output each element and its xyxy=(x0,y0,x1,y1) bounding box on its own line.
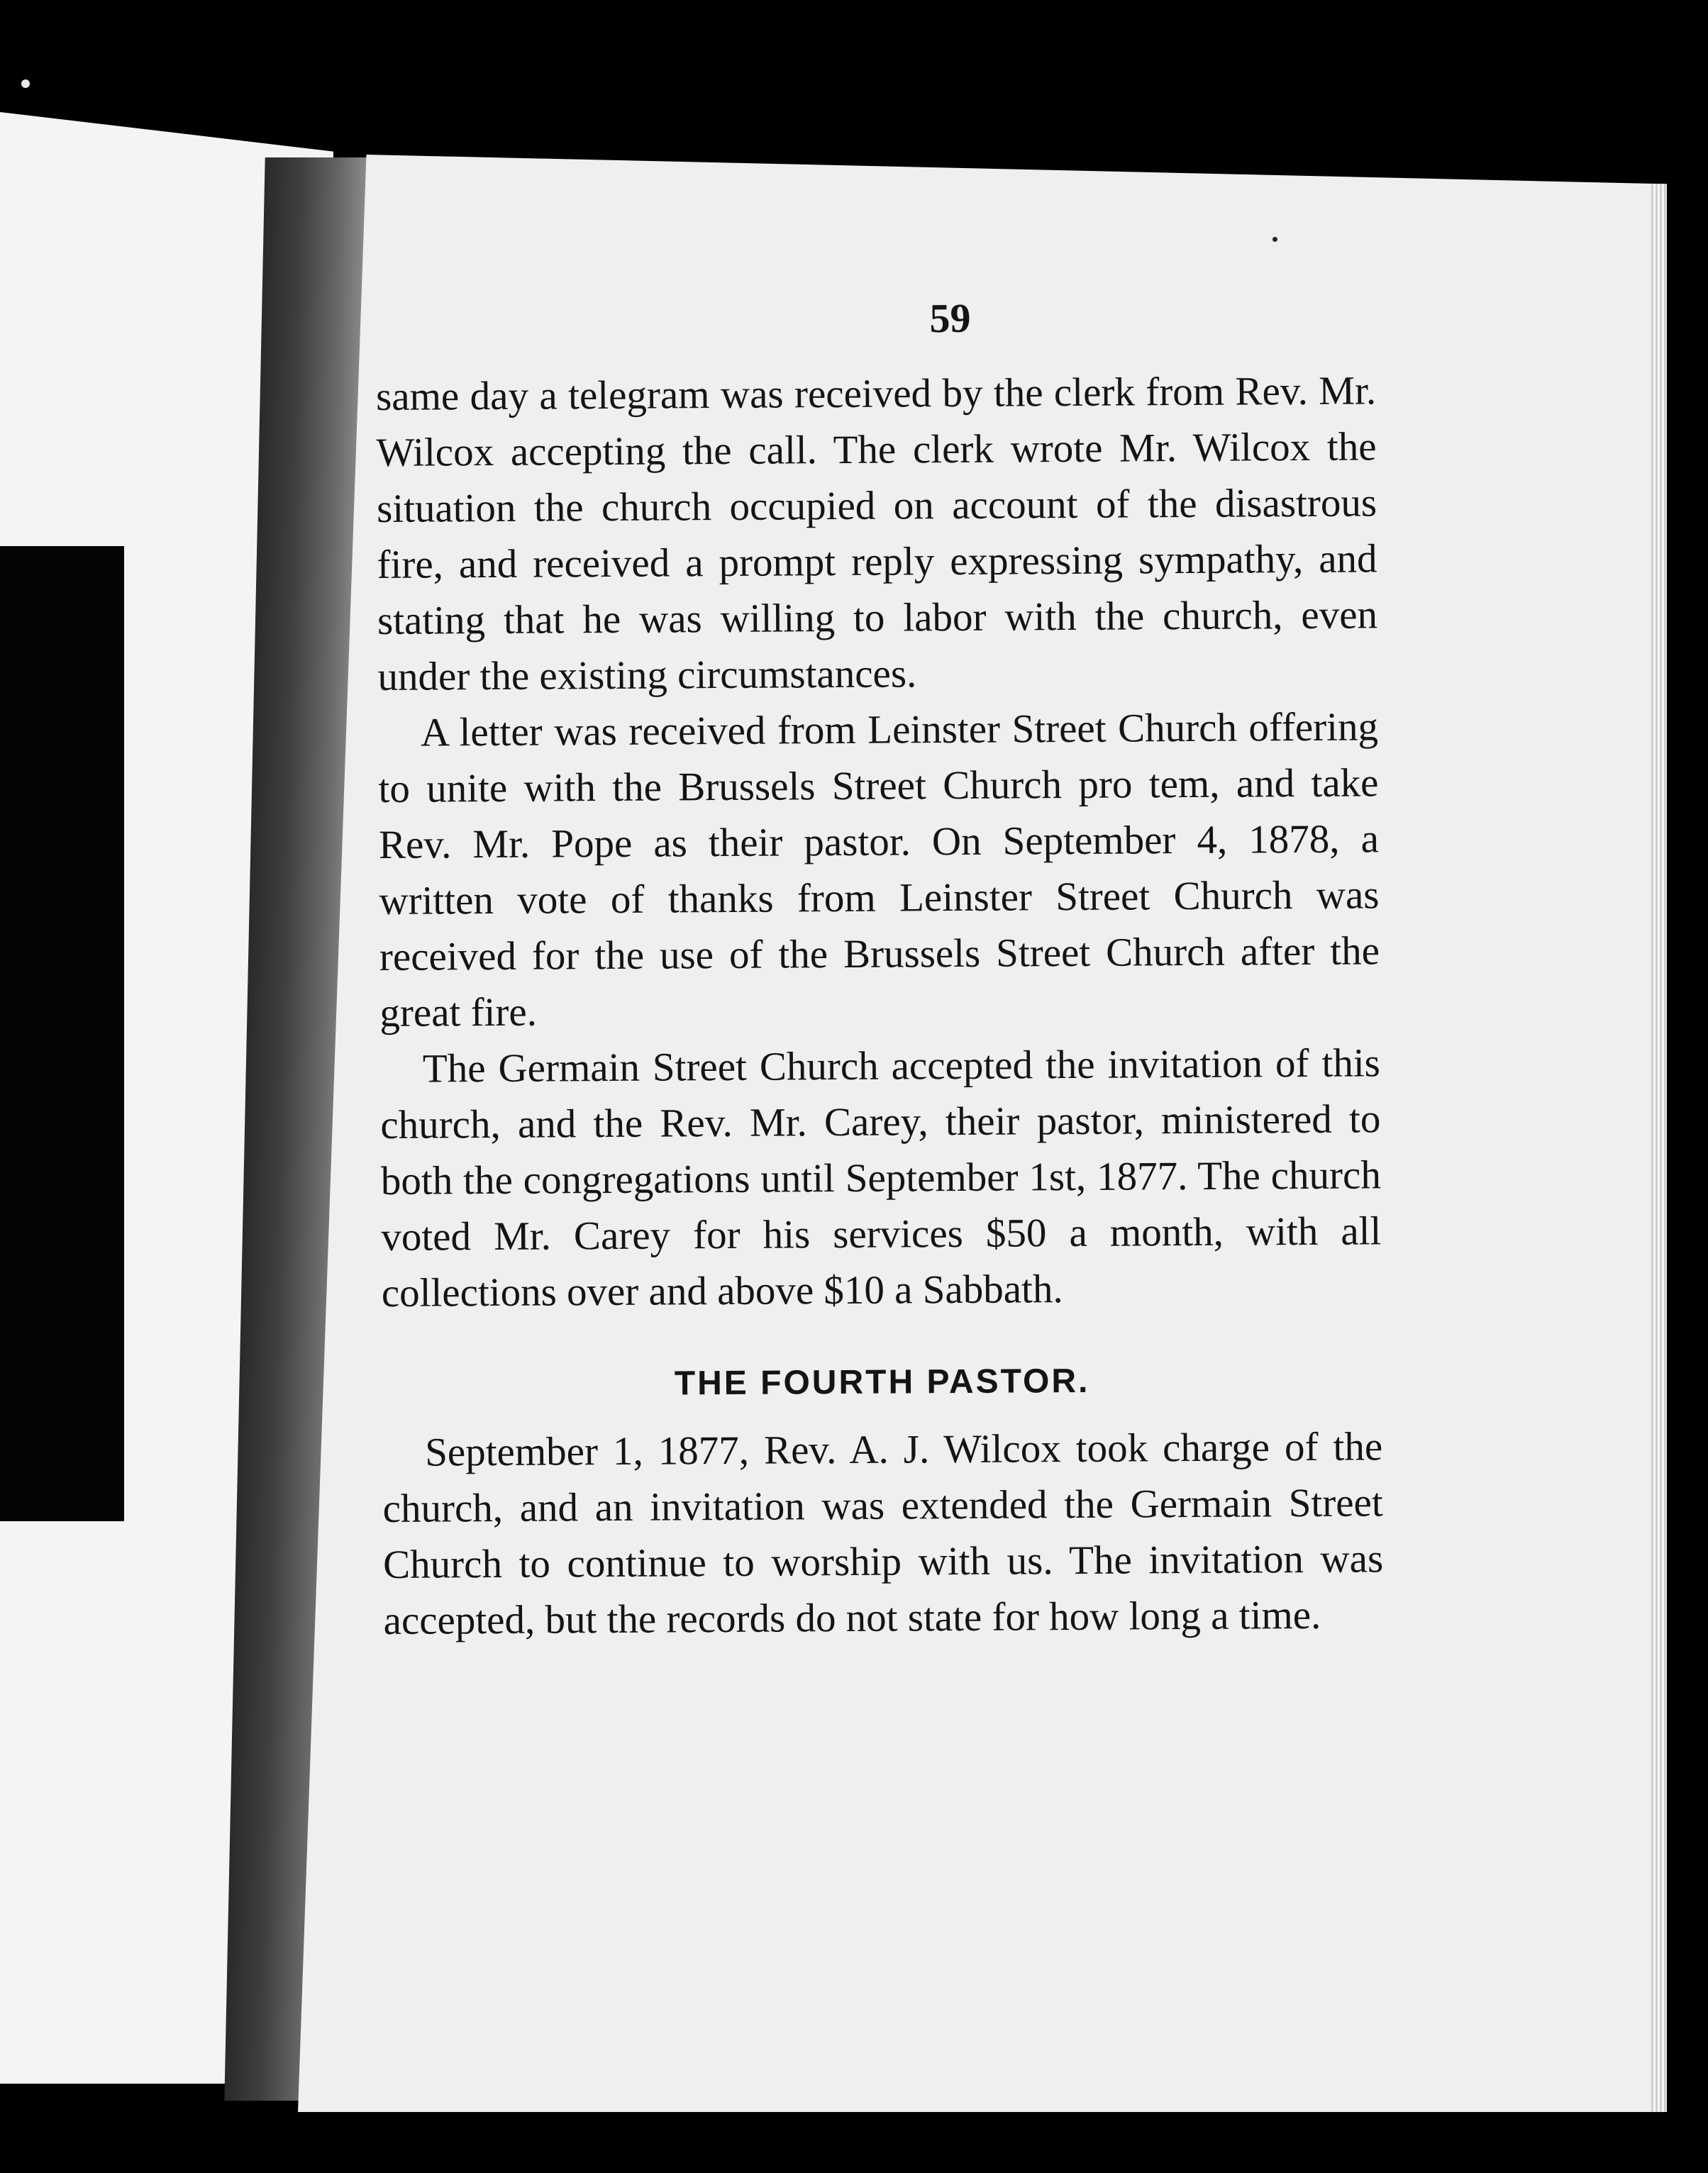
page-text xyxy=(375,294,1384,1649)
section-heading: THE FOURTH PASTOR. xyxy=(674,1362,1090,1403)
paragraph-telegram: same day a telegram was received by the clerk from Rev. Mr. Wilcox accepting the call. The clerk wrote Mr. Wilcox the situation the church occupied on account of the disastrous fire, and received a prompt reply expressing sympathy, and stating that he was willing to labor with the church, even under the existing circumstances. xyxy=(375,368,1378,699)
paragraph-fourth-pastor: September 1, 1877, Rev. A. J. Wilcox took charge of the church, and an invitation was extended the Germain Street Church to continue to worship with us. The invitation was accepted, but the records do not state for how long a time. xyxy=(382,1424,1384,1643)
dust-speck xyxy=(21,79,30,88)
left-page-dark-patch xyxy=(0,546,124,1521)
dust-speck xyxy=(1272,237,1277,242)
paragraph-germain-street: The Germain Street Church accepted the invitation of this church, and the Rev. Mr. Carey, their pastor, ministered to both the congregations until September 1st, 1877. The church voted Mr. Carey for his services $50 a month, with all collections over and above $10 a Sabbath. xyxy=(380,1040,1382,1316)
paragraph-leinster-letter: A letter was received from Leinster Street Church offering to unite with the Brussels Street Church pro tem, and take Rev. Mr. Pope as their pastor. On September 4, 1878, a written vote of thanks from Leinster Street Church was received for the use of the Brussels Street Church after the great fire. xyxy=(378,704,1380,1035)
page-edge xyxy=(1651,155,1667,2112)
page-number: 59 xyxy=(929,294,971,342)
